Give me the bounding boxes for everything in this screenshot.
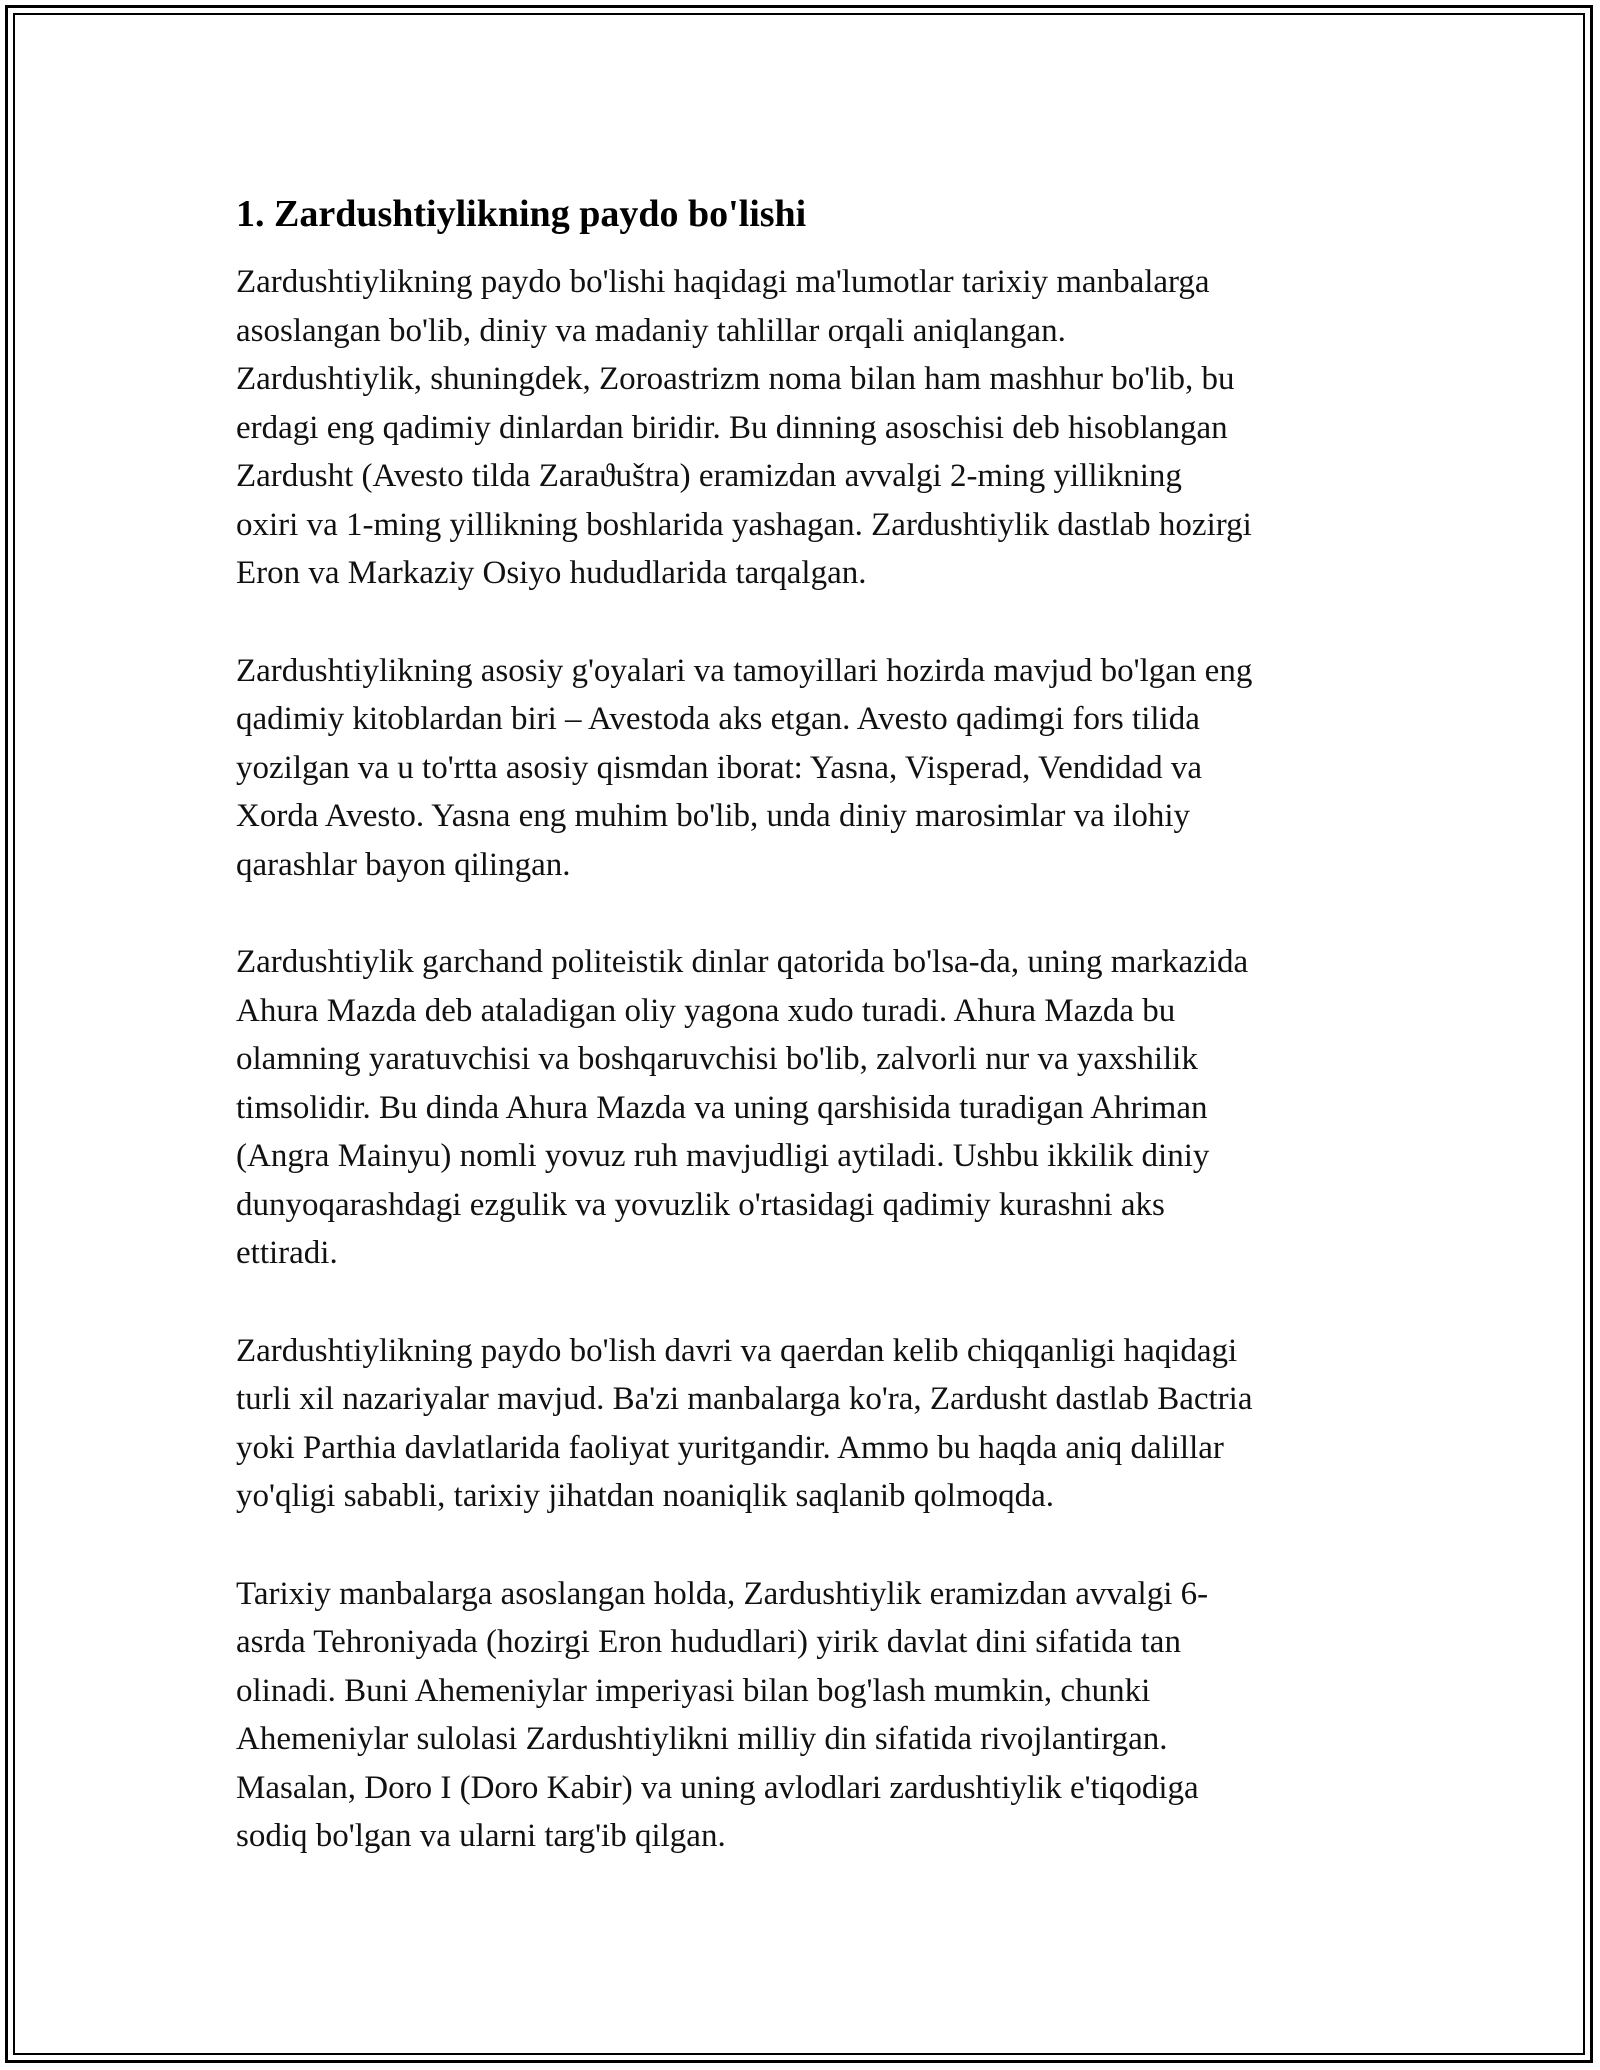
paragraph-line: Ahura Mazda deb ataladigan oliy yagona xudo turadi. Ahura Mazda bu (236, 992, 1176, 1029)
paragraph-line: yozilgan va u to'rtta asosiy qismdan iborat: Yasna, Visperad, Vendidad va (236, 749, 1203, 786)
paragraph-line: Eron va Markaziy Osiyo hududlarida tarqalgan. (236, 555, 867, 591)
paragraph-line: erdagi eng qadimiy dinlardan biridir. Bu dinning asoschisi deb hisoblangan (236, 409, 1228, 446)
paragraph-line: yoki Parthia davlatlarida faoliyat yuritgandir. Ammo bu haqda aniq dalillar (236, 1429, 1224, 1466)
document-page (236, 188, 1366, 1910)
paragraph-line: Ahemeniylar sulolasi Zardushtiylikni milliy din sifatida rivojlantirgan. (236, 1721, 1168, 1757)
paragraph-line: ettiradi. (236, 1235, 338, 1271)
paragraph-4 (236, 1327, 1366, 1521)
paragraph-line: qadimiy kitoblardan biri – Avestoda aks etgan. Avesto qadimgi fors tilida (236, 701, 1200, 737)
paragraph-line: Zardushtiylik, shuningdek, Zoroastrizm noma bilan ham mashhur bo'lib, bu (236, 361, 1235, 397)
paragraph-line: Zardusht (Avesto tilda Zaraϑuštra) eramizdan avvalgi 2-ming yillikning (236, 458, 1182, 494)
section-heading: 1. Zardushtiylikning paydo bo'lishi (236, 193, 807, 235)
paragraph-line: turli xil nazariyalar mavjud. Ba'zi manbalarga ko'ra, Zardusht dastlab Bactria (236, 1381, 1253, 1417)
paragraph-5 (236, 1570, 1366, 1861)
paragraph-2 (236, 647, 1366, 890)
paragraph-line: Zardushtiylikning asosiy g'oyalari va tamoyillari hozirda mavjud bo'lgan eng (236, 652, 1253, 689)
paragraph-line: olamning yaratuvchisi va boshqaruvchisi bo'lib, zalvorli nur va yaxshilik (236, 1041, 1198, 1077)
paragraph-line: Masalan, Doro I (Doro Kabir) va uning avlodlari zardushtiylik e'tiqodiga (236, 1769, 1199, 1806)
paragraph-line: Tarixiy manbalarga asoslangan holda, Zardushtiylik eramizdan avvalgi 6- (236, 1575, 1209, 1612)
paragraph-line: Zardushtiylikning paydo bo'lishi haqidagi ma'lumotlar tarixiy manbalarga (236, 264, 1210, 300)
paragraph-line: Xorda Avesto. Yasna eng muhim bo'lib, unda diniy marosimlar va ilohiy (236, 798, 1190, 834)
paragraph-line: sodiq bo'lgan va ularni targ'ib qilgan. (236, 1818, 726, 1854)
paragraph-line: Zardushtiylik garchand politeistik dinlar qatorida bo'lsa-da, uning markazida (236, 944, 1249, 980)
paragraph-line: asrda Tehroniyada (hozirgi Eron hududlari) yirik davlat dini sifatida tan (236, 1624, 1181, 1660)
paragraph-line: olinadi. Buni Ahemeniylar imperiyasi bilan bog'lash mumkin, chunki (236, 1672, 1151, 1709)
paragraph-line: timsolidir. Bu dinda Ahura Mazda va uning qarshisida turadigan Ahriman (236, 1089, 1208, 1126)
paragraph-1 (236, 258, 1366, 598)
paragraph-line: dunyoqarashdagi ezgulik va yovuzlik o'rtasidagi qadimiy kurashni aks (236, 1186, 1165, 1223)
paragraph-line: qarashlar bayon qilingan. (236, 846, 571, 883)
paragraph-line: (Angra Mainyu) nomli yovuz ruh mavjudligi aytiladi. Ushbu ikkilik diniy (236, 1138, 1210, 1174)
paragraph-line: oxiri va 1-ming yillikning boshlarida yashagan. Zardushtiylik dastlab hozirgi (236, 506, 1252, 543)
paragraph-line: Zardushtiylikning paydo bo'lish davri va qaerdan kelib chiqqanligi haqidagi (236, 1332, 1238, 1369)
paragraph-line: yo'qligi sababli, tarixiy jihatdan noaniqlik saqlanib qolmoqda. (236, 1478, 1054, 1514)
paragraph-3 (236, 938, 1366, 1278)
paragraph-line: asoslangan bo'lib, diniy va madaniy tahlillar orqali aniqlangan. (236, 312, 1066, 349)
